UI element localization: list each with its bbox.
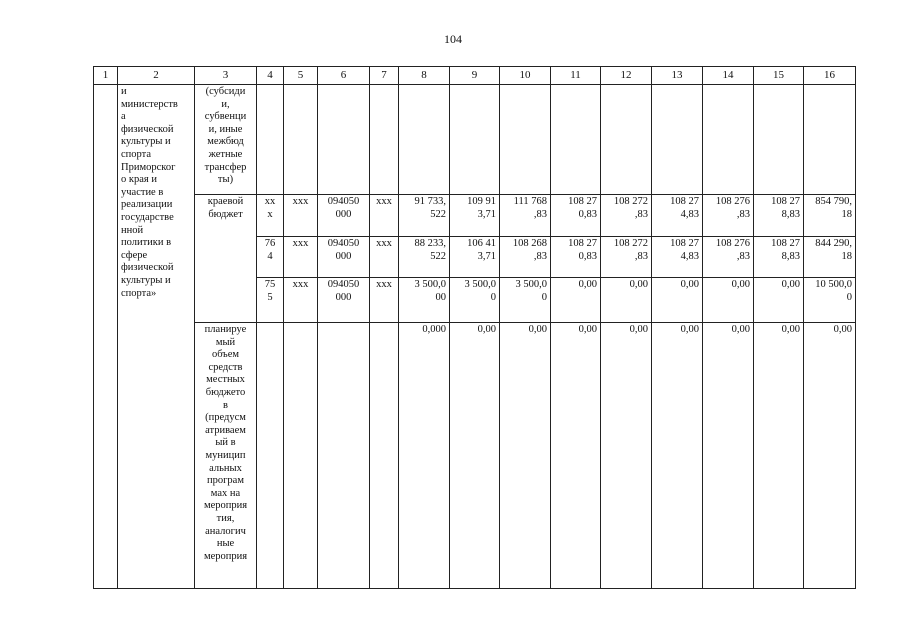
table-cell: 108 27 4,83 (652, 195, 703, 237)
table-cell: 108 276 ,83 (703, 237, 754, 278)
column-header: 5 (284, 67, 318, 85)
table-cell (703, 85, 754, 195)
table-cell: ххх (284, 237, 318, 278)
table-cell: 108 27 0,83 (551, 195, 601, 237)
table-cell: ххх (284, 195, 318, 237)
column-header: 9 (450, 67, 500, 85)
table-cell: хх х (257, 195, 284, 237)
table-cell: 0,00 (804, 323, 856, 589)
table-cell: 108 27 8,83 (754, 237, 804, 278)
table-cell: ххх (370, 237, 399, 278)
table-cell (652, 85, 703, 195)
table-cell: 91 733, 522 (399, 195, 450, 237)
table-cell: 0,00 (703, 323, 754, 589)
column-header: 13 (652, 67, 703, 85)
table-cell (551, 85, 601, 195)
column-header: 16 (804, 67, 856, 85)
table-cell: 3 500,0 0 (500, 278, 551, 323)
column-header: 7 (370, 67, 399, 85)
table-cell: 094050 000 (318, 278, 370, 323)
table-cell: 88 233, 522 (399, 237, 450, 278)
table-cell: 854 790, 18 (804, 195, 856, 237)
column-header: 3 (195, 67, 257, 85)
table-cell: 106 41 3,71 (450, 237, 500, 278)
column-header: 12 (601, 67, 652, 85)
table-cell (318, 323, 370, 589)
table-cell: 0,00 (551, 323, 601, 589)
table-cell (370, 323, 399, 589)
table-cell (399, 85, 450, 195)
table-cell: ххх (370, 195, 399, 237)
column-header: 14 (703, 67, 754, 85)
table-cell: 10 500,0 0 (804, 278, 856, 323)
table-cell: 3 500,0 00 (399, 278, 450, 323)
table-cell: 3 500,0 0 (450, 278, 500, 323)
table-cell: 0,00 (450, 323, 500, 589)
table-cell (370, 85, 399, 195)
column-header: 11 (551, 67, 601, 85)
table-cell: 0,00 (754, 323, 804, 589)
table-cell: 0,00 (652, 323, 703, 589)
table-cell: ххх (284, 278, 318, 323)
column-header: 2 (118, 67, 195, 85)
table-cell (601, 85, 652, 195)
table-cell (318, 85, 370, 195)
table-row (94, 323, 856, 589)
table-cell: 111 768 ,83 (500, 195, 551, 237)
table-cell (284, 85, 318, 195)
table-cell (804, 85, 856, 195)
column-header: 1 (94, 67, 118, 85)
table-cell (450, 85, 500, 195)
table-cell: 108 268 ,83 (500, 237, 551, 278)
table-cell: 108 27 8,83 (754, 195, 804, 237)
column-header: 6 (318, 67, 370, 85)
table-cell (500, 85, 551, 195)
table-cell: 0,00 (601, 323, 652, 589)
table-cell: 0,00 (754, 278, 804, 323)
table-cell: 109 91 3,71 (450, 195, 500, 237)
table-cell: 108 272 ,83 (601, 195, 652, 237)
funding-source-cell: планируе мый объем средств местных бюджето в (предусм атриваем ый в муницип альных програм мах на мероприя тия, аналогич ные мероприя (195, 323, 257, 589)
measure-name-cell: и министерств а физической культуры и спорта Приморског о края и участие в реализации государстве нной политики в сфере физической культуры и спорта» (118, 85, 195, 589)
column-header: 10 (500, 67, 551, 85)
table-cell: 0,00 (601, 278, 652, 323)
table-cell: 0,00 (703, 278, 754, 323)
table-cell: 108 27 4,83 (652, 237, 703, 278)
table-cell: 0,00 (551, 278, 601, 323)
table-cell (257, 85, 284, 195)
column-header: 8 (399, 67, 450, 85)
funding-source-cell: краевой бюджет (195, 195, 257, 323)
table-cell: 094050 000 (318, 195, 370, 237)
page-number: 104 (444, 32, 462, 46)
table-cell (754, 85, 804, 195)
table-cell: 094050 000 (318, 237, 370, 278)
table-cell (94, 85, 118, 589)
table-cell: 76 4 (257, 237, 284, 278)
table-cell (284, 323, 318, 589)
table-cell: 108 272 ,83 (601, 237, 652, 278)
column-header: 4 (257, 67, 284, 85)
table-row (94, 195, 856, 237)
budget-table (93, 66, 856, 589)
table-cell: 0,000 (399, 323, 450, 589)
table-cell: 75 5 (257, 278, 284, 323)
header-row (94, 67, 856, 85)
funding-source-cell: (субсиди и, субвенци и, иные межбюд жетные трансфер ты) (195, 85, 257, 195)
table-cell (257, 323, 284, 589)
table-cell: 844 290, 18 (804, 237, 856, 278)
table-cell: 108 276 ,83 (703, 195, 754, 237)
column-header: 15 (754, 67, 804, 85)
table-cell: ххх (370, 278, 399, 323)
table-cell: 0,00 (652, 278, 703, 323)
table-row (94, 85, 856, 195)
table-cell: 0,00 (500, 323, 551, 589)
table-cell: 108 27 0,83 (551, 237, 601, 278)
